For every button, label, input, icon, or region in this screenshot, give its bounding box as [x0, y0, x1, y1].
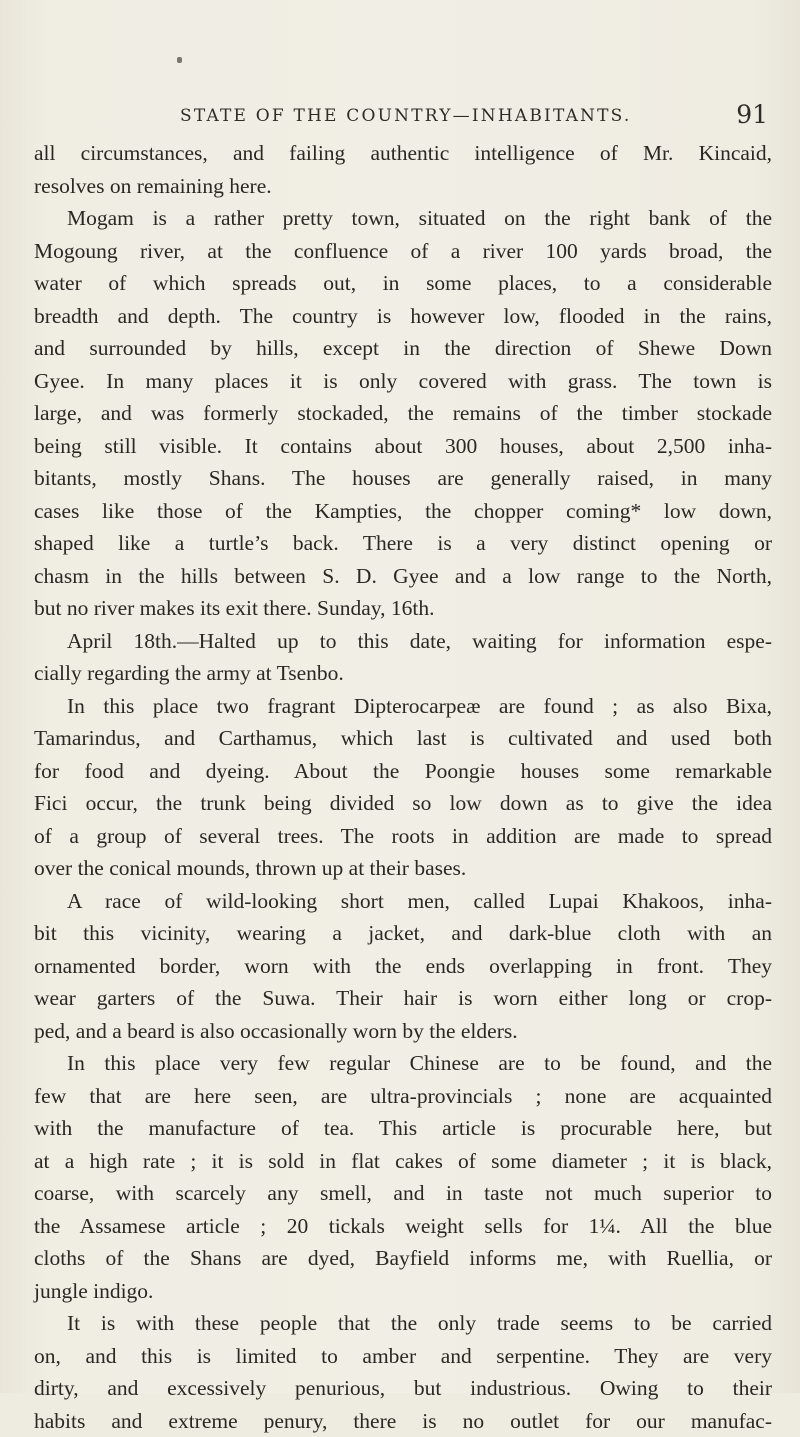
running-title: STATE OF THE COUNTRY—INHABITANTS. — [180, 106, 632, 126]
text-line: for food and dyeing. About the Poongie houses some remarkable — [34, 755, 772, 788]
text-line: dirty, and excessively penurious, but industrious. Owing to their — [34, 1372, 772, 1405]
text-line: bit this vicinity, wearing a jacket, and dark-blue cloth with an — [34, 917, 772, 950]
text-line: few that are here seen, are ultra-provincials ; none are acquainted — [34, 1080, 772, 1113]
text-line: on, and this is limited to amber and serpentine. They are very — [34, 1340, 772, 1373]
text-line: In this place two fragrant Dipterocarpeæ are found ; as also Bixa, — [34, 690, 772, 723]
text-line: cloths of the Shans are dyed, Bayfield informs me, with Ruellia, or — [34, 1242, 772, 1275]
text-line: ped, and a beard is also occasionally worn by the elders. — [34, 1015, 772, 1048]
text-line: chasm in the hills between S. D. Gyee and a low range to the North, — [34, 560, 772, 593]
text-line: shaped like a turtle’s back. There is a very distinct opening or — [34, 527, 772, 560]
text-line: over the conical mounds, thrown up at their bases. — [34, 852, 772, 885]
text-line: but no river makes its exit there. Sunday, 16th. — [34, 592, 772, 625]
text-line: habits and extreme penury, there is no outlet for our manufac- — [34, 1405, 772, 1437]
page-number: 91 — [736, 100, 768, 129]
text-line: the Assamese article ; 20 tickals weight sells for 1¼. All the blue — [34, 1210, 772, 1243]
text-line: cially regarding the army at Tsenbo. — [34, 657, 772, 690]
text-line: A race of wild-looking short men, called Lupai Khakoos, inha- — [34, 885, 772, 918]
text-line: large, and was formerly stockaded, the remains of the timber stockade — [34, 397, 772, 430]
text-line: It is with these people that the only trade seems to be carried — [34, 1307, 772, 1340]
text-line: all circumstances, and failing authentic intelligence of Mr. Kincaid, — [34, 137, 772, 170]
text-line: bitants, mostly Shans. The houses are generally raised, in many — [34, 462, 772, 495]
text-line: breadth and depth. The country is however low, flooded in the rains, — [34, 300, 772, 333]
text-line: Gyee. In many places it is only covered with grass. The town is — [34, 365, 772, 398]
text-line: water of which spreads out, in some places, to a considerable — [34, 267, 772, 300]
text-line: Fici occur, the trunk being divided so low down as to give the idea — [34, 787, 772, 820]
text-line: Tamarindus, and Carthamus, which last is cultivated and used both — [34, 722, 772, 755]
text-line: In this place very few regular Chinese are to be found, and the — [34, 1047, 772, 1080]
text-line: April 18th.—Halted up to this date, waiting for information espe- — [34, 625, 772, 658]
text-line: wear garters of the Suwa. Their hair is worn either long or crop- — [34, 982, 772, 1015]
text-line: jungle indigo. — [34, 1275, 772, 1308]
text-line: Mogam is a rather pretty town, situated on the right bank of the — [34, 202, 772, 235]
text-line: being still visible. It contains about 300 houses, about 2,500 inha- — [34, 430, 772, 463]
text-line: resolves on remaining here. — [34, 170, 772, 203]
text-line: with the manufacture of tea. This article is procurable here, but — [34, 1112, 772, 1145]
text-line: cases like those of the Kampties, the chopper coming* low down, — [34, 495, 772, 528]
text-line: at a high rate ; it is sold in flat cakes of some diameter ; it is black, — [34, 1145, 772, 1178]
text-line: Mogoung river, at the confluence of a river 100 yards broad, the — [34, 235, 772, 268]
text-line: coarse, with scarcely any smell, and in taste not much superior to — [34, 1177, 772, 1210]
text-line: and surrounded by hills, except in the direction of Shewe Down — [34, 332, 772, 365]
running-header — [180, 100, 768, 132]
ink-speck — [177, 57, 182, 63]
body-text — [34, 137, 772, 1437]
text-line: of a group of several trees. The roots in addition are made to spread — [34, 820, 772, 853]
text-line: ornamented border, worn with the ends overlapping in front. They — [34, 950, 772, 983]
